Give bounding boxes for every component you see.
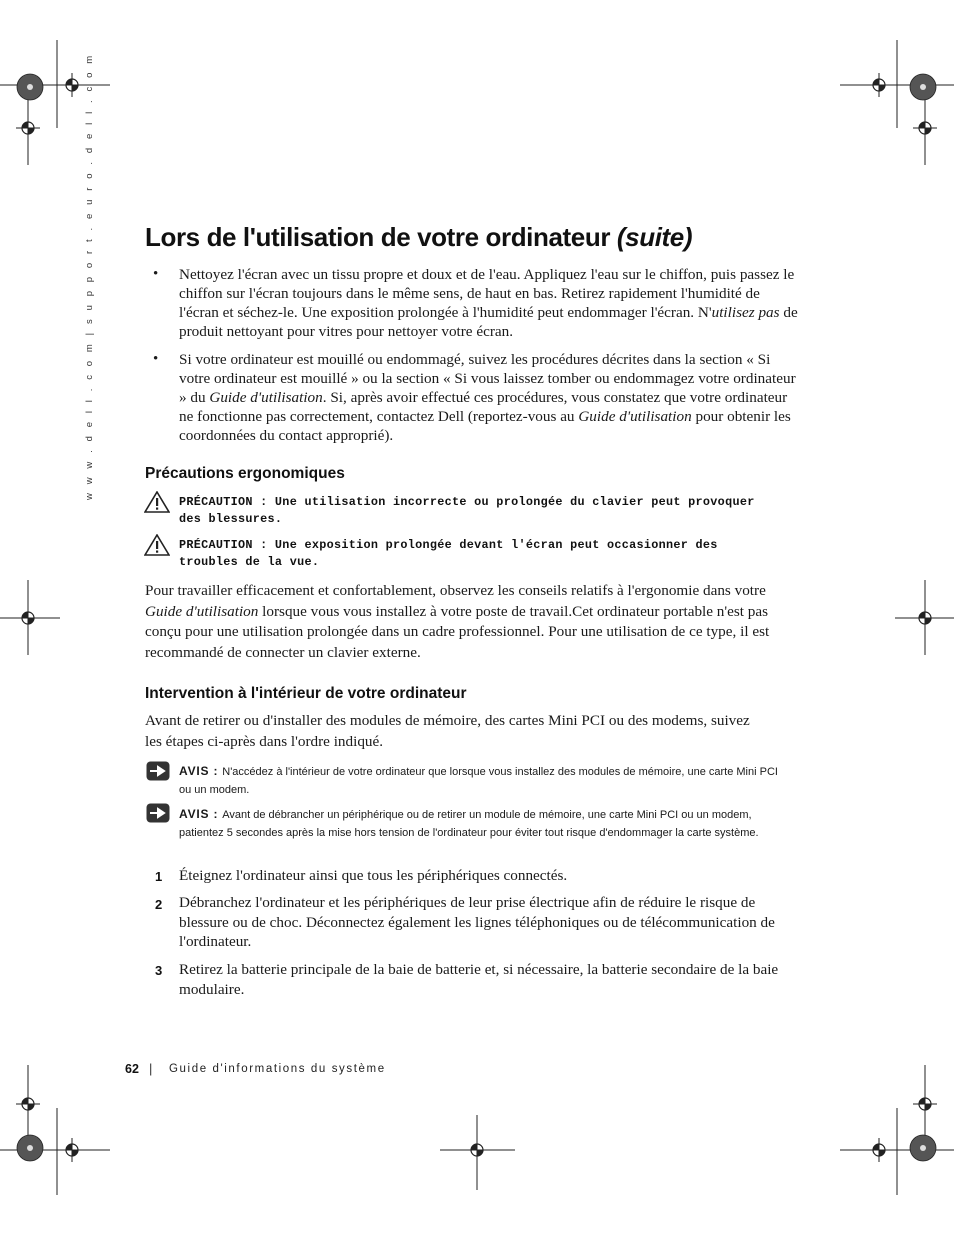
page-title-main: Lors de l'utilisation de votre ordinateur — [145, 222, 617, 252]
notice-label: AVIS : — [179, 807, 219, 821]
page-title-suffix: (suite) — [616, 222, 693, 252]
bullet-text: Si votre ordinateur est mouillé ou endommagé, suivez les procédures décrites dans la section « Si votre ordinateur est mouillé » ou la section « Si vous laissez tomber ou endommagez votre ordinateur » du — [179, 351, 796, 406]
step-text: Retirez la batterie principale de la baie de batterie et, si nécessaire, la batterie secondaire de la baie modulaire. — [179, 961, 779, 998]
emphasis: Guide d'utilisation — [145, 602, 259, 620]
bullet-text: . Si, après avoir effectué ces procédures, vous constatez que votre ordinateur ne fonctionne pas correctement, contactez Dell (reportez-vous au — [179, 389, 788, 425]
ergonomics-paragraph — [145, 581, 790, 663]
section-heading-intervention: Intervention à l'intérieur de votre ordinateur — [145, 685, 467, 702]
emphasis: Guide d'utilisation — [209, 389, 323, 406]
footer-document-title: Guide d'informations du système — [169, 1063, 386, 1075]
page-number: 62 — [125, 1062, 139, 1076]
notice-label: AVIS : — [179, 764, 219, 778]
step-number: 1 — [155, 869, 163, 884]
section-heading-ergonomics: Précautions ergonomiques — [145, 465, 345, 482]
paragraph-text: lorsque vous vous installez à votre poste de travail.Cet ordinateur portable n'est pas conçu pour une utilisation prolongée dans un cadre professionnel. Pour une utilisation de ce type, il est recommandé de connecter un clavier externe. — [145, 602, 770, 661]
emphasis: Guide d'utilisation — [578, 408, 692, 425]
bullet-text: Nettoyez l'écran avec un tissu propre et doux et de l'eau. Appliquez l'eau sur le chiffon, puis passez le chiffon sur l'écran toujours dans le même sens, de haut en bas. Retirez rapidement l'humidité de l'écran et séchez-le. Une exposition prolongée à l'humidité peut endommager l'écran. N' — [179, 266, 795, 321]
notice-body: Avant de débrancher un périphérique ou de retirer un module de mémoire, une carte Mini PCI ou un modem, patientez 5 secondes après la mise hors tension de l'ordinateur pour éviter tout risque d'endommager la carte système. — [179, 809, 759, 839]
bullet-marker: • — [153, 266, 159, 282]
emphasis: utilisez pas — [711, 304, 780, 321]
sidebar-website-url: w w w . d e l l . c o m | s u p p o r t . e u r o . d e l l . c o m — [84, 52, 95, 500]
intervention-intro: Avant de retirer ou d'installer des modules de mémoire, des cartes Mini PCI ou des modems, suivez les étapes ci-après dans l'ordre indiqué. — [145, 712, 750, 750]
bullet-text: de produit nettoyant pour vitres pour nettoyer votre écran. — [179, 304, 798, 340]
notice-memory — [179, 763, 789, 799]
footer-separator: | — [149, 1061, 153, 1076]
bullet-marker: • — [153, 351, 159, 367]
bullet-text: pour obtenir les coordonnées du contact approprié). — [179, 408, 791, 444]
notice-disconnect — [179, 806, 779, 842]
caution-triangle-icon — [144, 534, 170, 556]
page-title — [145, 222, 692, 253]
bullet-item-cleaning — [179, 265, 799, 341]
notice-hand-icon — [146, 761, 170, 781]
step-text: Éteignez l'ordinateur ainsi que tous les périphériques connectés. — [179, 867, 568, 884]
notice-body: N'accédez à l'intérieur de votre ordinateur que lorsque vous installez des modules de mémoire, une carte Mini PCI ou un modem. — [179, 766, 778, 796]
bullet-item-damaged — [179, 350, 799, 445]
notice-hand-icon — [146, 803, 170, 823]
caution-screen: PRÉCAUTION : Une exposition prolongée devant l'écran peut occasionner des troubles de la vue. — [179, 538, 718, 569]
step-number: 2 — [155, 897, 163, 912]
caution-keyboard: PRÉCAUTION : Une utilisation incorrecte ou prolongée du clavier peut provoquer des blessures. — [179, 495, 755, 526]
step-number: 3 — [155, 963, 163, 978]
caution-triangle-icon — [144, 491, 170, 513]
paragraph-text: Pour travailler efficacement et confortablement, observez les conseils relatifs à l'ergonomie dans votre — [145, 582, 766, 599]
step-text: Débranchez l'ordinateur et les périphériques de leur prise électrique afin de réduire le risque de blessure ou de choc. Déconnectez également les lignes téléphoniques ou de télécommunication de l'ordinateur. — [179, 894, 775, 950]
